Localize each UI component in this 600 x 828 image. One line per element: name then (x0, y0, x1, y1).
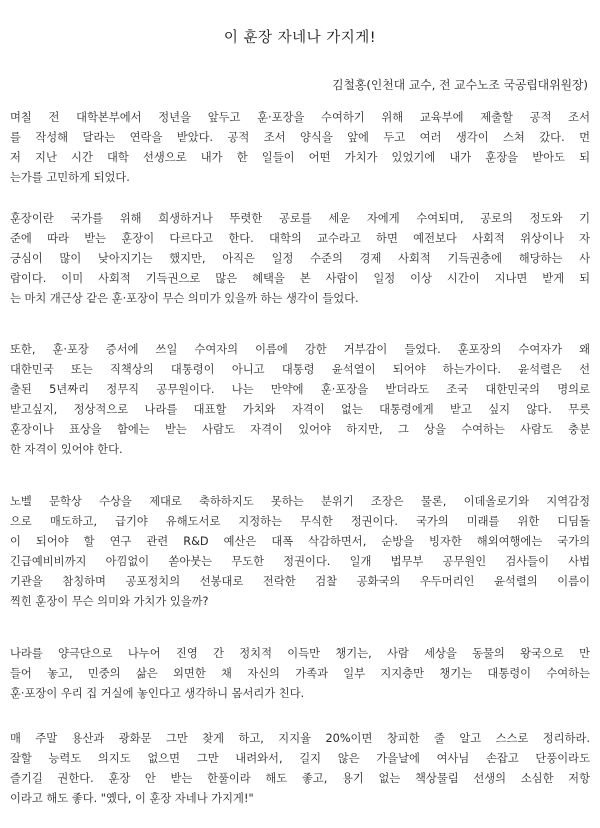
text-line: 출된 5년짜리 정무직 공무원이다. 나는 만약에 훈·포장을 받더라도 조국 대한민국의 명의로 (10, 383, 590, 396)
text-line: 긴급예비비까지 아낌없이 쏟아붓는 무도한 정권이다. 일개 법무부 공무원인 검사들이 사법 (10, 555, 590, 568)
text-line: 잘할 능력도 의지도 없으면 그만 내려와서, 길지 않은 가을날에 여사님 손잡고 단풍이라도 (10, 752, 590, 765)
text-line: 노벨 문학상 수상을 제대로 축하하지도 못하는 분위기 조장은 물론, 이데올로기와 지역감정 (10, 495, 590, 508)
text-line: 긍심이 많이 낮아지기는 했지만, 아직은 일정 수준의 경제 사회적 기득권층에 해당하는 사 (10, 252, 590, 265)
paragraph-2 (10, 209, 590, 309)
text-line: 훈장이란 국가를 위해 희생하거나 뚜렷한 공로를 세운 자에게 수여되며, 공로의 정도와 기 (10, 212, 590, 225)
text-line: 며칠 전 대학본부에서 정년을 앞두고 훈·포장을 수여하기 위해 교육부에 제출할 공적 조서 (10, 111, 590, 124)
text-line: 또한, 훈·포장 증서에 쓰일 수여자의 이름에 강한 거부감이 들었다. 훈포장의 수여자가 왜 (10, 343, 590, 356)
text-line: 찍힌 훈장이 무슨 의미와 가치가 있을까? (10, 595, 209, 608)
text-line: 는 마치 개근상 같은 훈·포장이 무슨 의미가 있을까 하는 생각이 들었다. (10, 292, 359, 305)
text-line: 즐기길 권한다. 훈장 안 받는 한풀이라 해도 좋고, 용기 없는 책상물림 선생의 소심한 저항 (10, 772, 590, 785)
text-line: 는가를 고민하게 되었다. (10, 171, 130, 184)
paragraph-6 (10, 729, 590, 809)
text-line: 대한민국 또는 직책상의 대통령이 아니고 대통령 윤석열이 되어야 하는가이다. 윤석렬은 선 (10, 363, 590, 376)
text-line: 한 자격이 있어야 한다. (10, 443, 123, 456)
paragraph-4 (10, 492, 590, 612)
article-title: 이 훈장 자네나 가지게! (223, 30, 377, 46)
text-line: 으로 매도하고, 급기야 유해도서로 지정하는 무식한 정권이다. 국가의 미래를 위한 디딤돌 (10, 515, 590, 528)
paragraph-3 (10, 340, 590, 460)
text-line: 들어 놓고, 민중의 삶은 외면한 채 자신의 가족과 일부 지지층만 챙기는 대통령이 수여하는 (10, 667, 590, 680)
text-line: 받고싶지, 정상적으로 나라를 대표할 가치와 자격이 없는 대통령에게 받고 싶지 않다. 무릇 (10, 403, 590, 416)
text-line: 준에 따라 받는 훈장이 다르다고 한다. 대학의 교수라고 하면 예전보다 사회적 위상이나 자 (10, 232, 590, 245)
article-author: 김철홍(인천대 교수, 전 교수노조 국공립대위원장) (332, 78, 588, 92)
paragraph-5 (10, 644, 590, 704)
text-line: 나라를 양극단으로 나누어 진영 간 정치적 이득만 챙기는, 사람 세상을 동물의 왕국으로 만 (10, 647, 590, 660)
text-line: 저 지난 시간 대학 선생으로 내가 한 일들이 어떤 가치가 있었기에 내가 훈장을 받아도 되 (10, 151, 590, 164)
text-line: 람이다. 이미 사회적 기득권으로 많은 혜택을 본 사람이 일정 이상 시간이 지나면 받게 되 (10, 272, 590, 285)
text-line: 매 주말 용산과 광화문 그만 찾게 하고, 지지율 20%이면 창피한 줄 알고 스스로 정리하라. (10, 732, 590, 745)
text-line: 기관을 참칭하며 공포정치의 선봉대로 전락한 검찰 공화국의 우두머리인 윤석렬의 이름이 (10, 575, 590, 588)
text-line: 를 작성해 달라는 연락을 받았다. 공적 조서 양식을 앞에 두고 여러 생각이 스쳐 갔다. 먼 (10, 131, 590, 144)
text-line: 이 되어야 할 연구 관련 R&D 예산은 대폭 삭감하면서, 순방을 빙자한 해외여행에는 국가의 (10, 535, 590, 548)
text-line: 훈·포장이 우리 집 거실에 놓인다고 생각하니 몸서리가 친다. (10, 687, 305, 700)
text-line: 훈장이나 표상을 함에는 받는 사람도 자격이 있어야 하지만, 그 상을 수여하는 사람도 충분 (10, 423, 590, 436)
paragraph-1 (10, 108, 590, 188)
text-line: 이라고 해도 좋다. "옜다, 이 훈장 자네나 가지게!" (10, 792, 254, 805)
